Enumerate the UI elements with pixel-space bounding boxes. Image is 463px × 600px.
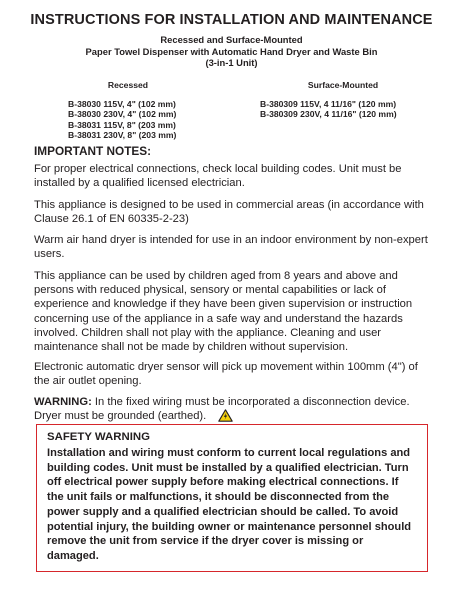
note-paragraph: For proper electrical connections, check local building codes. Unit must be installed by a qualified licensed electrician. xyxy=(34,163,402,190)
safety-warning-box xyxy=(36,424,428,572)
surface-mounted-heading: Surface-Mounted xyxy=(307,80,379,90)
subtitle-line-2: Paper Towel Dispenser with Automatic Hand Dryer and Waste Bin xyxy=(85,45,378,57)
note-paragraph: This appliance can be used by children aged from 8 years and above and persons with reduced physical, sensory or mental capabilities or lack of experience and knowledge if they have been given supervision or instruction concerning use of the appliance in a safe way and understand the hazards involved. Children shall not play with the appliance. Cleaning and user maintenance shall not be made by children without supervision. xyxy=(34,269,413,354)
note-paragraph: Warm air hand dryer is intended for use in an indoor environment by non-expert users. xyxy=(34,234,428,261)
model-item: B-38031 230V, 8" (203 mm) xyxy=(68,130,177,141)
safety-warning-title: SAFETY WARNING xyxy=(47,431,150,443)
model-item: B-38031 115V, 8" (203 mm) xyxy=(68,119,176,130)
safety-warning-text: Installation and wiring must conform to current local regulations and building codes. Unit must be installed by a qualified electrician. Turn off electrical power supply before making electrical connections. If the unit fails or malfunctions, it should be disconnected from the power supply and a qualified electrician should be called. To avoid potential injury, the building owner or maintenance personnel should remove the unit from service if the dryer cover is missing or damaged. xyxy=(47,447,412,562)
important-notes-heading: IMPORTANT NOTES: xyxy=(34,144,152,158)
warning-note xyxy=(34,395,436,427)
warning-label: WARNING: xyxy=(34,396,92,409)
recessed-models xyxy=(68,80,238,141)
model-item: B-380309 230V, 4 11/16" (120 mm) xyxy=(260,109,397,120)
model-item: B-380309 115V, 4 11/16" (120 mm) xyxy=(260,98,397,109)
important-notes xyxy=(34,162,436,434)
note-paragraph: Electronic automatic dryer sensor will pick up movement within 100mm (4") of the air outlet opening. xyxy=(34,360,418,387)
warning-text: In the fixed wiring must be incorporated a disconnection device. Dryer must be grounded (earthed). xyxy=(34,396,410,423)
model-item: B-38030 230V, 4" (102 mm) xyxy=(68,109,177,120)
surface-mounted-models xyxy=(260,80,450,120)
subtitle-line-1: Recessed and Surface-Mounted xyxy=(160,34,303,45)
subtitle-line-3: (3-in-1 Unit) xyxy=(205,57,258,68)
note-paragraph: This appliance is designed to be used in commercial areas (in accordance with Clause 26.1 of EN 60335-2-23) xyxy=(34,198,424,225)
model-item: B-38030 115V, 4" (102 mm) xyxy=(68,98,176,109)
page-title: INSTRUCTIONS FOR INSTALLATION AND MAINTENANCE xyxy=(30,12,433,28)
recessed-heading: Recessed xyxy=(107,80,149,90)
page-subtitle xyxy=(0,34,463,69)
